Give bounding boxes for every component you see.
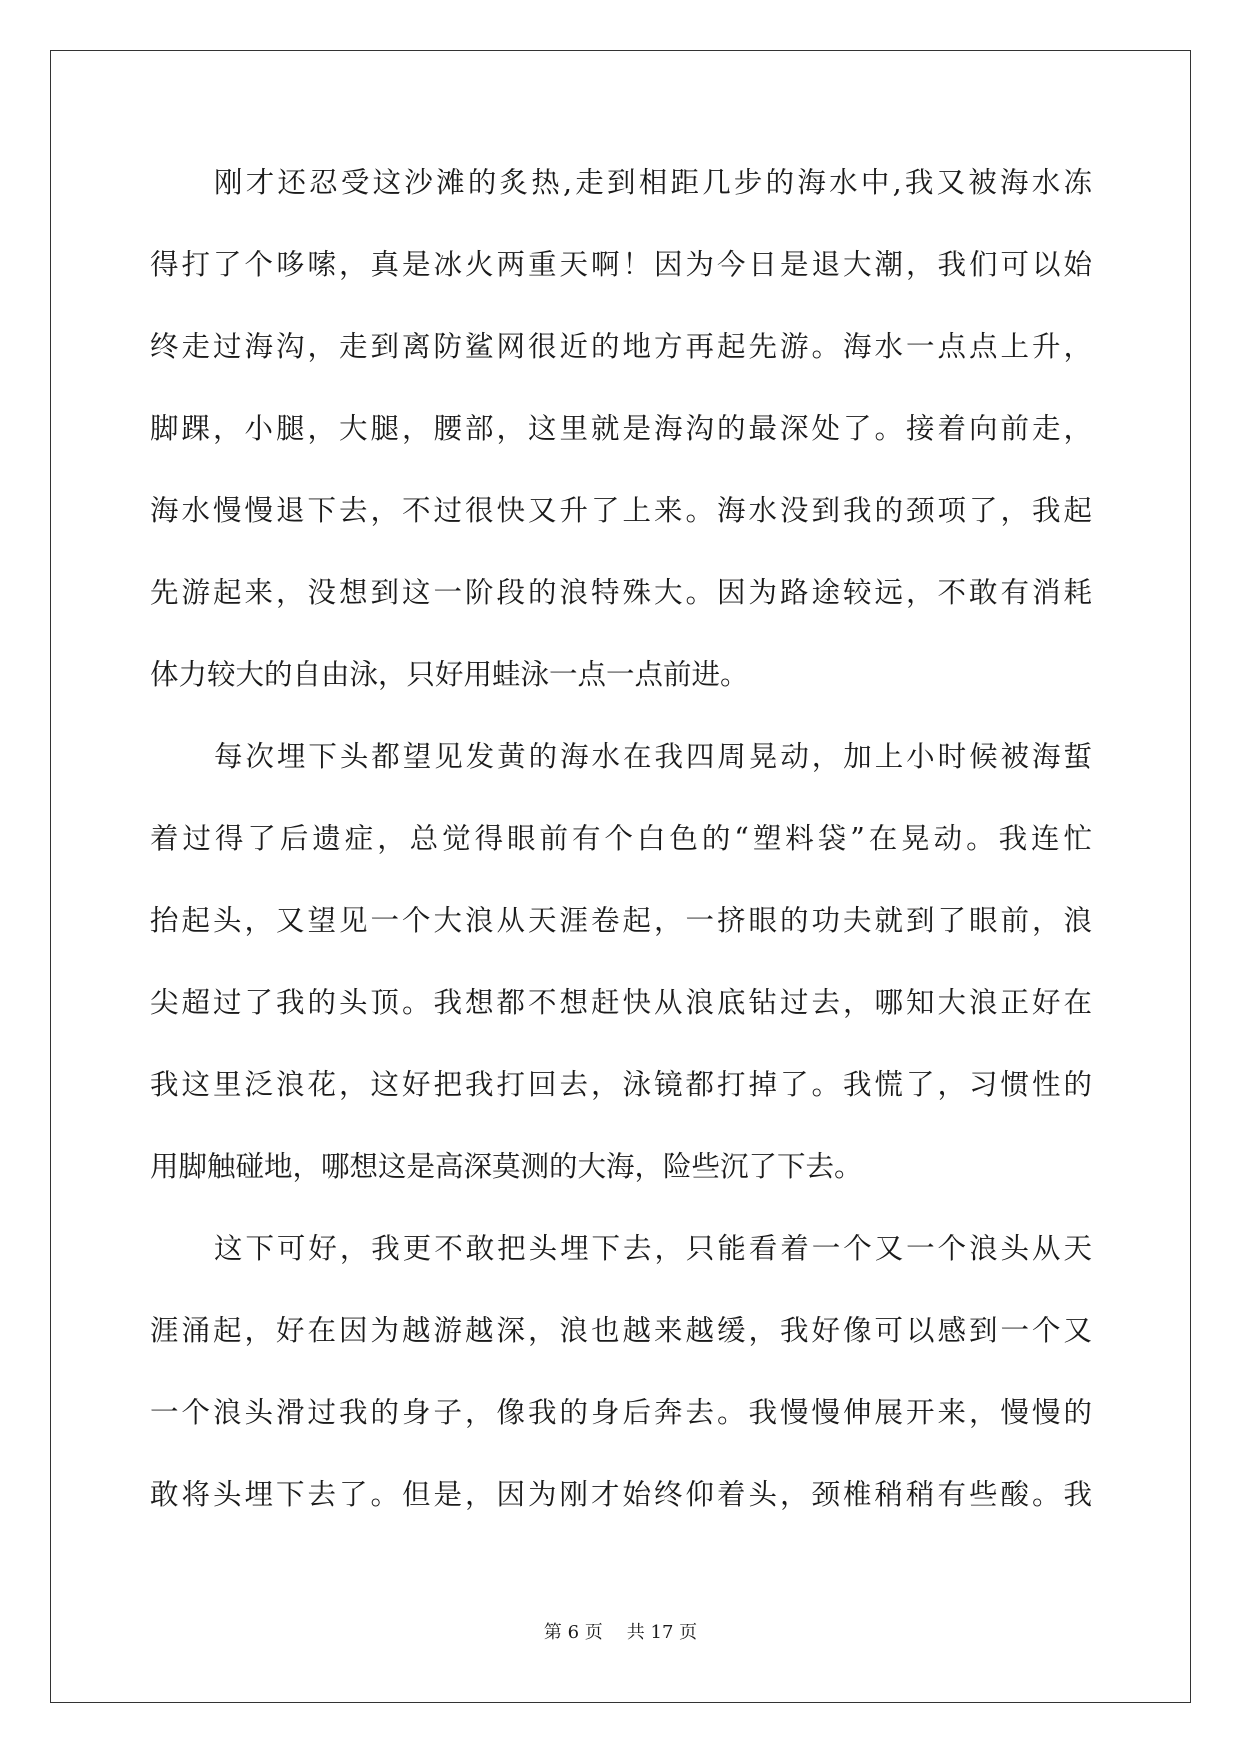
text-line: 刚才还忍受这沙滩的炙热,走到相距几步的海水中,我又被海水冻 (214, 166, 1092, 199)
text-line: 得打了个哆嗦，真是冰火两重天啊！因为今日是退大潮，我们可以始 (150, 248, 1092, 281)
page-footer (0, 1622, 1241, 1644)
document-body (150, 161, 1092, 1555)
text-line: 海水慢慢退下去，不过很快又升了上来。海水没到我的颈项了，我起 (150, 494, 1092, 527)
paragraph-2 (150, 735, 1092, 1227)
text-line: 每次埋下头都望见发黄的海水在我四周晃动，加上小时候被海蜇 (214, 740, 1092, 773)
page-number: 第 6 页 (543, 1622, 603, 1643)
text-line: 用脚触碰地，哪想这是高深莫测的大海，险些沉了下去。 (150, 1150, 863, 1183)
paragraph-3 (150, 1227, 1092, 1555)
text-line: 终走过海沟，走到离防鲨网很近的地方再起先游。海水一点点上升， (150, 330, 1092, 363)
text-line: 着过得了后遗症，总觉得眼前有个白色的“塑料袋”在晃动。我连忙 (150, 822, 1092, 855)
paragraph-1 (150, 161, 1092, 735)
text-line: 我这里泛浪花，这好把我打回去，泳镜都打掉了。我慌了，习惯性的 (150, 1068, 1092, 1101)
text-line: 敢将头埋下去了。但是，因为刚才始终仰着头，颈椎稍稍有些酸。我 (150, 1478, 1092, 1511)
text-line: 脚踝，小腿，大腿，腰部，这里就是海沟的最深处了。接着向前走， (150, 412, 1092, 445)
text-line: 体力较大的自由泳，只好用蛙泳一点一点前进。 (150, 658, 749, 691)
page-total: 共 17 页 (626, 1622, 698, 1643)
text-line: 抬起头，又望见一个大浪从天涯卷起，一挤眼的功夫就到了眼前，浪 (150, 904, 1092, 937)
text-line: 这下可好，我更不敢把头埋下去，只能看着一个又一个浪头从天 (214, 1232, 1092, 1265)
text-line: 涯涌起，好在因为越游越深，浪也越来越缓，我好像可以感到一个又 (150, 1314, 1092, 1347)
text-line: 一个浪头滑过我的身子，像我的身后奔去。我慢慢伸展开来，慢慢的 (150, 1396, 1092, 1429)
text-line: 尖超过了我的头顶。我想都不想赶快从浪底钻过去，哪知大浪正好在 (150, 986, 1092, 1019)
text-line: 先游起来，没想到这一阶段的浪特殊大。因为路途较远，不敢有消耗 (150, 576, 1092, 609)
